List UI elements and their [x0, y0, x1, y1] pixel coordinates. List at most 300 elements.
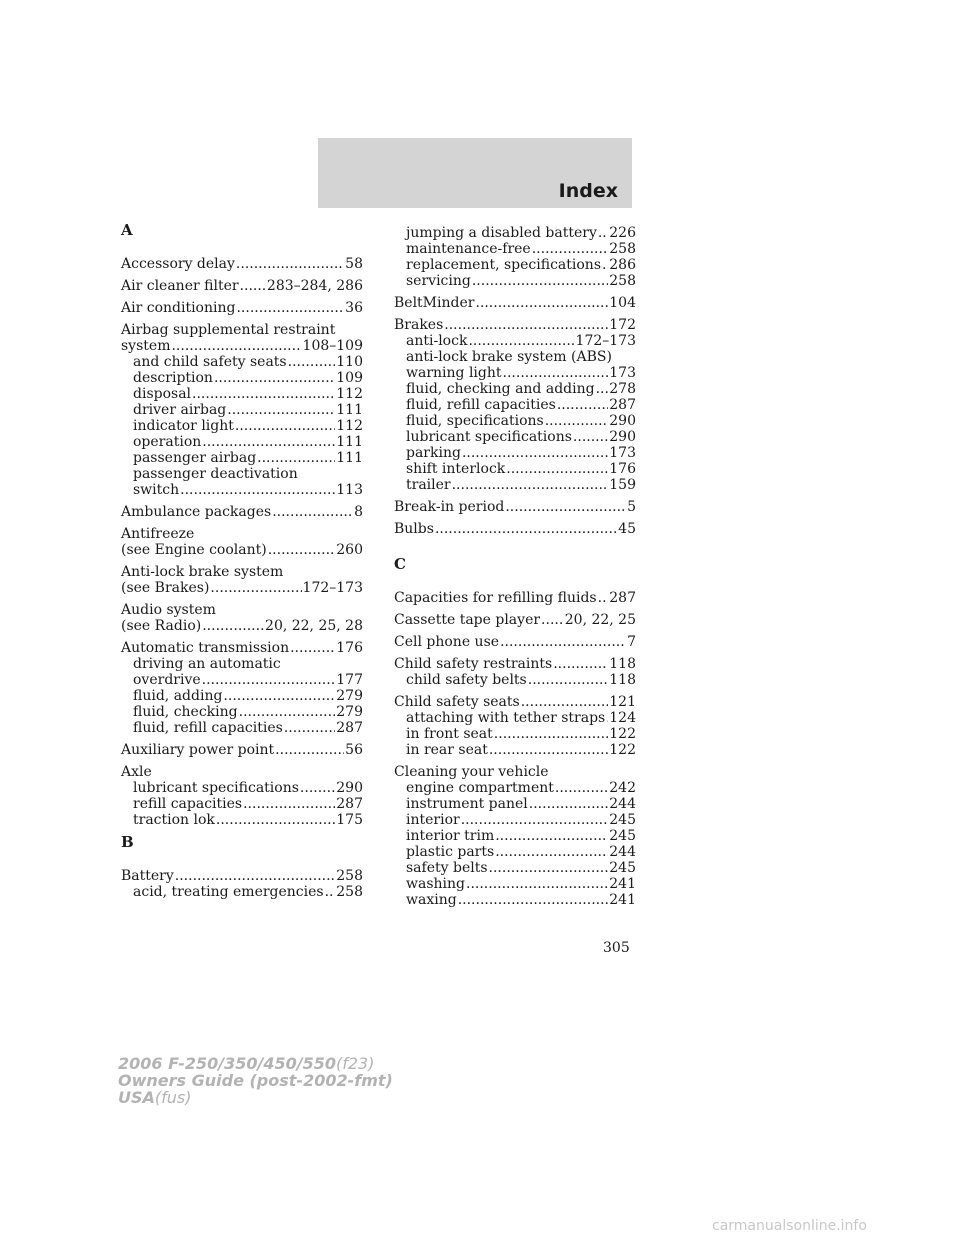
- footer-guide: Owners Guide (post-2002-fmt): [118, 1071, 393, 1090]
- index-label: Anti-lock brake system: [121, 564, 284, 580]
- page-reference: 112: [336, 386, 363, 402]
- dot-leader: [475, 295, 608, 311]
- index-label: washing: [406, 876, 465, 892]
- dot-leader: [489, 860, 609, 876]
- index-label: fluid, specifications: [406, 413, 544, 429]
- page-reference: 5: [627, 499, 636, 515]
- index-label: and child safety seats: [133, 354, 287, 370]
- index-subentry: [394, 349, 636, 365]
- dot-leader: [268, 542, 336, 558]
- dot-leader: [236, 300, 344, 316]
- page-reference: 244: [609, 796, 636, 812]
- index-entry: [121, 504, 363, 520]
- index-label: operation: [133, 434, 202, 450]
- index-label: fluid, adding: [133, 688, 223, 704]
- index-label: in rear seat: [406, 742, 488, 758]
- index-term: [121, 300, 363, 316]
- page-reference: 286: [609, 257, 636, 273]
- dot-leader: [573, 429, 608, 445]
- index-term: [121, 764, 363, 780]
- index-label: Cassette tape player: [394, 612, 541, 628]
- page-reference: 118: [609, 656, 636, 672]
- page-reference: 173: [609, 445, 636, 461]
- dot-leader: [598, 225, 608, 241]
- index-label: driver airbag: [133, 402, 227, 418]
- dot-leader: [435, 521, 617, 537]
- index-term: [394, 694, 636, 710]
- index-subentry: [394, 796, 636, 812]
- page-reference: 112: [336, 418, 363, 434]
- index-entry: [121, 256, 363, 272]
- footer-market: USA: [118, 1088, 155, 1107]
- index-label: Capacities for refilling fluids: [394, 590, 597, 606]
- index-term: [394, 317, 636, 333]
- index-entry: [394, 590, 636, 606]
- index-term: [121, 618, 363, 634]
- page-reference: 122: [609, 726, 636, 742]
- index-label: fluid, checking: [133, 704, 238, 720]
- dot-leader: [521, 694, 609, 710]
- page-reference: 176: [609, 461, 636, 477]
- page-title: Index: [558, 180, 618, 202]
- footer-model: 2006 F-250/350/450/550: [118, 1054, 336, 1073]
- dot-leader: [300, 780, 335, 796]
- index-label: trailer: [406, 477, 451, 493]
- index-subentry: [121, 812, 363, 828]
- dot-leader: [210, 580, 301, 596]
- index-term: [121, 526, 363, 542]
- index-entry: [394, 317, 636, 493]
- page-reference: 226: [609, 225, 636, 241]
- footer-model-code: (f23): [336, 1054, 375, 1073]
- index-term: [121, 564, 363, 580]
- page-reference: 111: [336, 450, 363, 466]
- index-entry: [394, 295, 636, 311]
- page-reference: 110: [336, 354, 363, 370]
- dot-leader: [452, 477, 609, 493]
- index-label: Break-in period: [394, 499, 505, 515]
- page-reference: 245: [609, 828, 636, 844]
- index-term: [121, 278, 363, 294]
- dot-leader: [461, 812, 609, 828]
- dot-leader: [239, 704, 336, 720]
- index-label: traction lok: [133, 812, 215, 828]
- index-label: shift interlock: [406, 461, 506, 477]
- index-subentry: [394, 710, 636, 726]
- dot-leader: [532, 241, 609, 257]
- index-subentry: [394, 892, 636, 908]
- dot-leader: [462, 445, 608, 461]
- index-term: [121, 742, 363, 758]
- page-reference: 109: [336, 370, 363, 386]
- index-subentry: [394, 726, 636, 742]
- page-reference: 104: [609, 295, 636, 311]
- page-reference: 290: [609, 413, 636, 429]
- index-entry: [121, 300, 363, 316]
- page-reference: 260: [336, 542, 363, 558]
- index-label: Brakes: [394, 317, 444, 333]
- dot-leader: [596, 381, 609, 397]
- index-subentry: [394, 876, 636, 892]
- dot-leader: [553, 656, 608, 672]
- index-subentry: [121, 402, 363, 418]
- index-label: engine compartment: [406, 780, 554, 796]
- index-term: [121, 322, 363, 338]
- index-label: acid, treating emergencies: [133, 884, 324, 900]
- dot-leader: [472, 273, 608, 289]
- page-reference: 287: [609, 590, 636, 606]
- index-subentry: [394, 241, 636, 257]
- index-subentry: [394, 828, 636, 844]
- index-entry: [121, 868, 363, 900]
- dot-leader: [545, 413, 609, 429]
- index-label: driving an automatic: [133, 656, 281, 672]
- section-letter: C: [394, 555, 406, 573]
- page-reference: 245: [609, 812, 636, 828]
- page-reference: 20, 22, 25, 28: [265, 618, 363, 634]
- index-entry: [121, 526, 363, 558]
- dot-leader: [288, 354, 336, 370]
- page-reference: 241: [609, 892, 636, 908]
- page-reference: 175: [336, 812, 363, 828]
- index-term: [394, 590, 636, 606]
- index-term: [121, 256, 363, 272]
- dot-leader: [272, 504, 353, 520]
- index-subentry: [394, 780, 636, 796]
- index-label: refill capacities: [133, 796, 243, 812]
- index-label: Automatic transmission: [121, 640, 290, 656]
- dot-leader: [528, 672, 609, 688]
- index-entry: [121, 602, 363, 634]
- dot-leader: [290, 640, 335, 656]
- dot-leader: [495, 844, 608, 860]
- dot-leader: [171, 338, 301, 354]
- dot-leader: [284, 720, 335, 736]
- page-reference: 122: [609, 742, 636, 758]
- dot-leader: [494, 726, 608, 742]
- page-reference: 8: [354, 504, 363, 520]
- index-entry: [121, 764, 363, 828]
- index-subentry: [121, 780, 363, 796]
- index-subentry: [394, 225, 636, 241]
- index-label: safety belts: [406, 860, 488, 876]
- page-reference: 176: [336, 640, 363, 656]
- index-label: fluid, refill capacities: [406, 397, 556, 413]
- index-label: Antifreeze: [121, 526, 195, 542]
- page-reference: 242: [609, 780, 636, 796]
- index-term: [394, 295, 636, 311]
- index-column-left: [121, 222, 363, 906]
- index-label: interior trim: [406, 828, 495, 844]
- index-label: lubricant specifications: [133, 780, 299, 796]
- index-term: [394, 764, 636, 780]
- index-label: child safety belts: [406, 672, 527, 688]
- index-term: [394, 499, 636, 515]
- dot-leader: [557, 397, 608, 413]
- index-subentry: [121, 418, 363, 434]
- index-label: Airbag supplemental restraint: [121, 322, 336, 338]
- dot-leader: [235, 418, 335, 434]
- index-label: warning light: [406, 365, 502, 381]
- index-subentry: [121, 482, 363, 498]
- page-reference: 258: [336, 868, 363, 884]
- page-reference: 287: [336, 796, 363, 812]
- dot-leader: [606, 710, 608, 726]
- index-entry: [394, 225, 636, 289]
- page-reference: 244: [609, 844, 636, 860]
- index-label: lubricant specifications: [406, 429, 572, 445]
- page-reference: 279: [336, 688, 363, 704]
- index-subentry: [121, 354, 363, 370]
- index-label: (see Brakes): [121, 580, 210, 596]
- page-reference: 173: [609, 365, 636, 381]
- index-label: anti-lock brake system (ABS): [406, 349, 612, 365]
- page-reference: 177: [336, 672, 363, 688]
- index-label: fluid, checking and adding: [406, 381, 595, 397]
- index-label: (see Engine coolant): [121, 542, 267, 558]
- index-label: Child safety restraints: [394, 656, 553, 672]
- index-entry: [121, 564, 363, 596]
- index-subentry: [121, 796, 363, 812]
- page-reference: 290: [609, 429, 636, 445]
- index-label: disposal: [133, 386, 192, 402]
- index-label: Accessory delay: [121, 256, 235, 272]
- page-reference: 279: [336, 704, 363, 720]
- index-label: Child safety seats: [394, 694, 520, 710]
- index-label: BeltMinder: [394, 295, 475, 311]
- dot-leader: [175, 868, 335, 884]
- index-column-right: [394, 225, 636, 914]
- index-label: waxing: [406, 892, 457, 908]
- dot-leader: [503, 365, 609, 381]
- index-label: jumping a disabled battery: [406, 225, 597, 241]
- index-label: overdrive: [133, 672, 201, 688]
- index-entry: [394, 612, 636, 628]
- page-reference: 283–284, 286: [266, 278, 363, 294]
- dot-leader: [192, 386, 335, 402]
- index-term: [121, 640, 363, 656]
- page-reference: 111: [336, 402, 363, 418]
- page-reference: 172–173: [302, 580, 363, 596]
- index-label: Bulbs: [394, 521, 434, 537]
- index-label: Axle: [121, 764, 152, 780]
- index-subentry: [121, 656, 363, 672]
- index-label: Air conditioning: [121, 300, 236, 316]
- page-reference: 258: [336, 884, 363, 900]
- index-label: replacement, specifications: [406, 257, 602, 273]
- dot-leader: [227, 402, 335, 418]
- page-reference: 172–173: [575, 333, 636, 349]
- index-label: (see Radio): [121, 618, 202, 634]
- dot-leader: [216, 812, 335, 828]
- page-reference: 258: [609, 241, 636, 257]
- index-subentry: [121, 434, 363, 450]
- dot-leader: [602, 257, 608, 273]
- index-term: [121, 580, 363, 596]
- section-letter: A: [121, 221, 133, 239]
- index-entry: [394, 634, 636, 650]
- index-label: attaching with tether straps: [406, 710, 606, 726]
- index-entry: [394, 694, 636, 758]
- index-label: indicator light: [133, 418, 234, 434]
- index-entry: [394, 499, 636, 515]
- index-label: parking: [406, 445, 461, 461]
- index-subentry: [394, 477, 636, 493]
- page-reference: 159: [609, 477, 636, 493]
- index-subentry: [121, 370, 363, 386]
- dot-leader: [240, 278, 266, 294]
- index-entry: [394, 656, 636, 688]
- dot-leader: [500, 634, 626, 650]
- index-term: [121, 542, 363, 558]
- page-reference: 121: [609, 694, 636, 710]
- dot-leader: [598, 590, 609, 606]
- index-label: Auxiliary power point: [121, 742, 275, 758]
- index-subentry: [394, 461, 636, 477]
- dot-leader: [325, 884, 336, 900]
- index-label: Cleaning your vehicle: [394, 764, 549, 780]
- page-reference: 56: [345, 742, 363, 758]
- dot-leader: [275, 742, 344, 758]
- index-entry: [121, 640, 363, 736]
- page-reference: 36: [345, 300, 363, 316]
- index-subentry: [121, 386, 363, 402]
- index-term: [121, 338, 363, 354]
- index-subentry: [121, 704, 363, 720]
- page-reference: 7: [627, 634, 636, 650]
- page-reference: 258: [609, 273, 636, 289]
- index-term: [394, 612, 636, 628]
- index-label: switch: [133, 482, 180, 498]
- page-reference: 172: [609, 317, 636, 333]
- index-label: system: [121, 338, 171, 354]
- dot-leader: [506, 461, 608, 477]
- index-term: [394, 656, 636, 672]
- page-reference: 58: [345, 256, 363, 272]
- dot-leader: [243, 796, 335, 812]
- index-subentry: [121, 466, 363, 482]
- dot-leader: [202, 618, 264, 634]
- dot-leader: [223, 688, 335, 704]
- footer-market-code: (fus): [154, 1088, 192, 1107]
- index-subentry: [121, 884, 363, 900]
- index-subentry: [394, 445, 636, 461]
- index-term: [394, 634, 636, 650]
- dot-leader: [257, 450, 335, 466]
- page-reference: 124: [609, 710, 636, 726]
- index-label: plastic parts: [406, 844, 495, 860]
- dot-leader: [555, 780, 608, 796]
- index-subentry: [394, 742, 636, 758]
- index-subentry: [394, 413, 636, 429]
- index-entry: [121, 322, 363, 498]
- index-subentry: [121, 672, 363, 688]
- index-term: [394, 521, 636, 537]
- dot-leader: [489, 742, 608, 758]
- dot-leader: [466, 876, 608, 892]
- index-entry: [121, 742, 363, 758]
- index-entry: [121, 278, 363, 294]
- index-label: anti-lock: [406, 333, 468, 349]
- index-subentry: [394, 257, 636, 273]
- dot-leader: [214, 370, 335, 386]
- index-label: passenger airbag: [133, 450, 257, 466]
- page-reference: 241: [609, 876, 636, 892]
- page-reference: 111: [336, 434, 363, 450]
- index-subentry: [394, 812, 636, 828]
- page-reference: 287: [609, 397, 636, 413]
- header-bar: [318, 138, 632, 208]
- dot-leader: [541, 612, 564, 628]
- index-subentry: [121, 450, 363, 466]
- page-reference: 45: [618, 521, 636, 537]
- dot-leader: [458, 892, 609, 908]
- index-subentry: [121, 688, 363, 704]
- index-label: in front seat: [406, 726, 493, 742]
- page-reference: 113: [336, 482, 363, 498]
- index-label: fluid, refill capacities: [133, 720, 283, 736]
- index-entry: [394, 764, 636, 908]
- index-subentry: [394, 333, 636, 349]
- index-label: passenger deactivation: [133, 466, 298, 482]
- index-subentry: [394, 844, 636, 860]
- dot-leader: [180, 482, 335, 498]
- dot-leader: [495, 828, 608, 844]
- page-number: 305: [603, 940, 630, 956]
- index-term: [121, 504, 363, 520]
- section-letter: B: [121, 833, 134, 851]
- index-label: maintenance-free: [406, 241, 531, 257]
- index-label: Air cleaner filter: [121, 278, 239, 294]
- index-term: [121, 868, 363, 884]
- dot-leader: [444, 317, 608, 333]
- index-label: Audio system: [121, 602, 216, 618]
- index-subentry: [394, 860, 636, 876]
- index-label: interior: [406, 812, 460, 828]
- index-subentry: [394, 273, 636, 289]
- index-entry: [394, 521, 636, 537]
- index-label: Cell phone use: [394, 634, 500, 650]
- index-label: servicing: [406, 273, 471, 289]
- dot-leader: [202, 672, 336, 688]
- index-subentry: [121, 720, 363, 736]
- page-reference: 20, 22, 25: [564, 612, 636, 628]
- dot-leader: [468, 333, 574, 349]
- page-reference: 290: [336, 780, 363, 796]
- index-label: Battery: [121, 868, 174, 884]
- dot-leader: [202, 434, 335, 450]
- page-reference: 287: [336, 720, 363, 736]
- footer-document-info: [118, 1055, 393, 1106]
- watermark[interactable]: carmanualsonline.info: [712, 1218, 867, 1234]
- index-subentry: [394, 381, 636, 397]
- index-label: Ambulance packages: [121, 504, 272, 520]
- page-reference: 278: [609, 381, 636, 397]
- dot-leader: [505, 499, 626, 515]
- index-subentry: [394, 672, 636, 688]
- index-term: [121, 602, 363, 618]
- page-reference: 108–109: [302, 338, 363, 354]
- page-reference: 118: [609, 672, 636, 688]
- dot-leader: [236, 256, 344, 272]
- index-label: instrument panel: [406, 796, 528, 812]
- index-label: description: [133, 370, 213, 386]
- page-reference: 245: [609, 860, 636, 876]
- index-subentry: [394, 397, 636, 413]
- index-subentry: [394, 365, 636, 381]
- index-subentry: [394, 429, 636, 445]
- dot-leader: [529, 796, 609, 812]
